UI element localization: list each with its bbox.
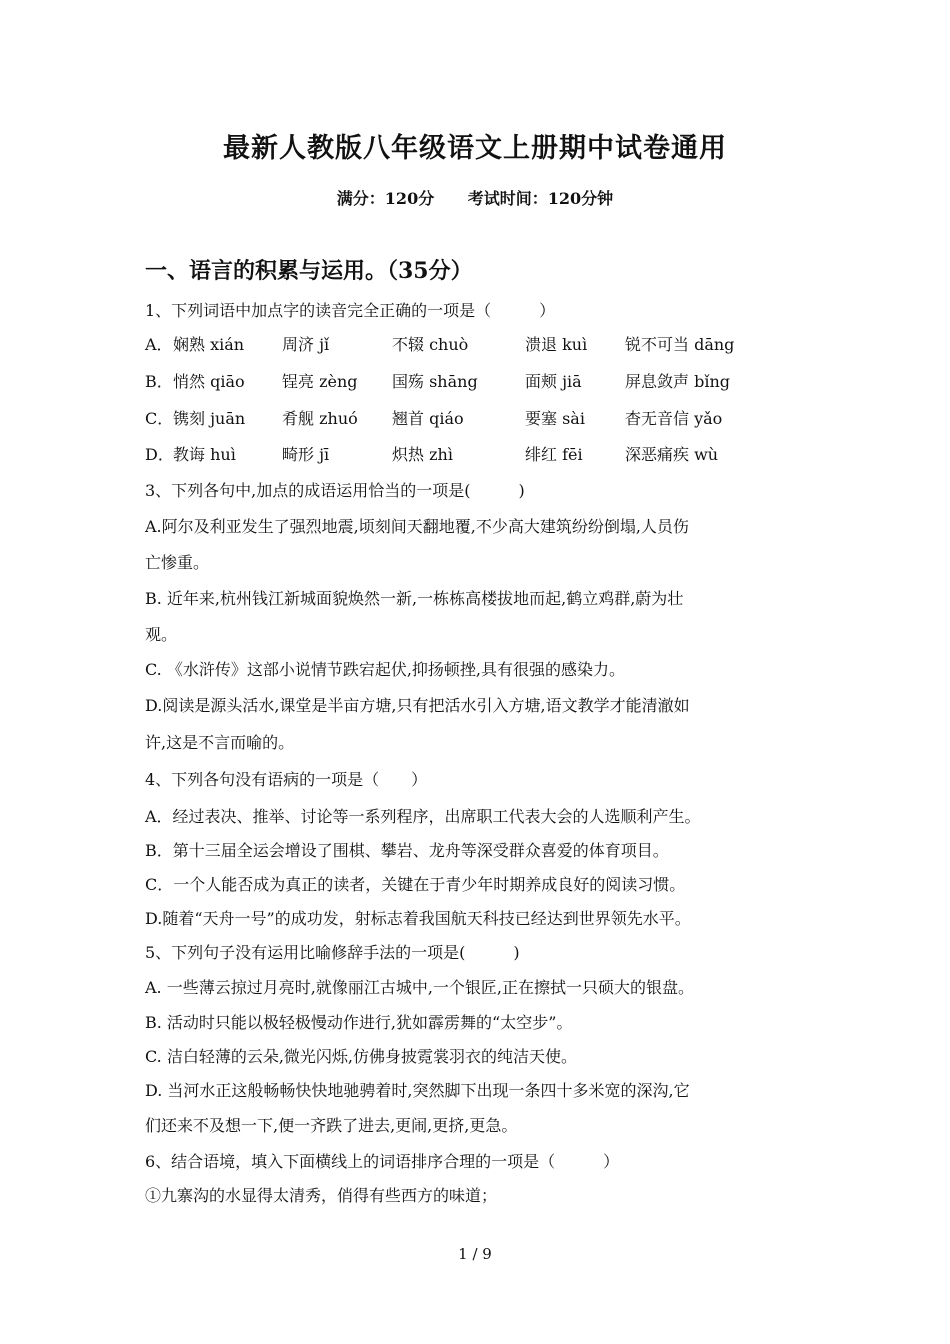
question-3-option-a-cont: 亡惨重。 <box>145 553 210 572</box>
question-1-stem: 1、下列词语中加点字的读音完全正确的一项是（ ） <box>145 301 556 320</box>
question-4-option-b: B．第十三届全运会增设了围棋、攀岩、龙舟等深受群众喜爱的体育项目。 <box>145 841 669 860</box>
question-1-option-word: 畸形 jī <box>282 445 330 464</box>
question-1-option-word: 锃亮 zèng <box>282 372 358 391</box>
question-1-option-word: 娴熟 xián <box>173 335 245 354</box>
question-3-option-b: B. 近年来,杭州钱江新城面貌焕然一新,一栋栋高楼拔地而起,鹤立鸡群,蔚为壮 <box>145 589 684 608</box>
question-3-option-c: C. 《水浒传》这部小说情节跌宕起伏,抑扬顿挫,具有很强的感染力。 <box>145 660 626 679</box>
question-1-option-word: 悄然 qiāo <box>173 372 245 391</box>
question-1-option-word: 屏息敛声 bǐng <box>625 372 730 391</box>
question-3-option-a: A.阿尔及利亚发生了强烈地震,顷刻间天翻地覆,不少高大建筑纷纷倒塌,人员伤 <box>145 517 689 536</box>
question-5-option-a: A. 一些薄云掠过月亮时,就像丽江古城中,一个银匠,正在擦拭一只硕大的银盘。 <box>145 978 694 997</box>
question-4-option-a: A．经过表决、推举、讨论等一系列程序，出席职工代表大会的人选顺利产生。 <box>145 807 701 826</box>
exam-info <box>0 186 950 209</box>
full-score: 满分：120分 <box>336 189 435 208</box>
question-1-option-word: 不辍 chuò <box>392 335 469 354</box>
question-3-stem: 3、下列各句中,加点的成语运用恰当的一项是( ) <box>145 481 525 500</box>
question-5-option-c: C. 洁白轻薄的云朵,微光闪烁,仿佛身披霓裳羽衣的纯洁天使。 <box>145 1047 578 1066</box>
question-1-option-word: 国殇 shāng <box>392 372 478 391</box>
section-heading: 一、语言的积累与运用。（35分） <box>145 258 473 284</box>
question-4-option-d: D.随着“天舟一号”的成功发，射标志着我国航天科技已经达到世界领先水平。 <box>145 909 691 928</box>
question-1-option-word: 要塞 sài <box>525 409 585 428</box>
question-5-option-d: D. 当河水正这般畅畅快快地驰骋着时,突然脚下出现一条四十多米宽的深沟,它 <box>145 1081 690 1100</box>
question-5-stem: 5、下列句子没有运用比喻修辞手法的一项是( ) <box>145 943 520 962</box>
question-1-option-word: 锐不可当 dāng <box>625 335 735 354</box>
page-number: 1 / 9 <box>458 1245 492 1263</box>
question-1-option-word: 溃退 kuì <box>525 335 588 354</box>
question-3-option-d-cont: 许,这是不言而喻的。 <box>145 733 295 752</box>
question-5-option-b: B. 活动时只能以极轻极慢动作进行,犹如霹雳舞的“太空步”。 <box>145 1013 573 1032</box>
question-6-stem: 6、结合语境，填入下面横线上的词语排序合理的一项是（ ） <box>145 1152 620 1171</box>
question-1-option-word: 面颊 jiā <box>525 372 582 391</box>
question-1-option-word: 肴舰 zhuó <box>282 409 358 428</box>
question-5-option-d-cont: 们还来不及想一下,便一齐跌了进去,更闹,更挤,更急。 <box>145 1116 518 1135</box>
question-1-option-word: 杳无音信 yǎo <box>625 409 723 428</box>
exam-time: 考试时间：120分钟 <box>467 189 614 208</box>
question-1-option-word: 绯红 fēi <box>525 445 583 464</box>
question-1-option-word: 翘首 qiáo <box>392 409 464 428</box>
page-title: 最新人教版八年级语文上册期中试卷通用 <box>223 133 727 164</box>
question-1-option-letter: C． <box>145 409 174 428</box>
question-1-option-word: 教诲 huì <box>173 445 236 464</box>
question-1-option-letter: A． <box>145 335 173 354</box>
question-1-option-letter: D． <box>145 445 174 464</box>
question-1-option-letter: B． <box>145 372 173 391</box>
question-4-option-c: C．一个人能否成为真正的读者，关键在于青少年时期养成良好的阅读习惯。 <box>145 875 686 894</box>
question-1-option-word: 周济 jǐ <box>282 335 330 354</box>
question-3-option-b-cont: 观。 <box>145 625 178 644</box>
question-1-option-word: 深恶痛疾 wù <box>625 445 719 464</box>
question-4-stem: 4、下列各句没有语病的一项是（ ） <box>145 770 428 789</box>
question-1-option-word: 炽热 zhì <box>392 445 453 464</box>
question-3-option-d: D.阅读是源头活水,课堂是半亩方塘,只有把活水引入方塘,语文教学才能清澈如 <box>145 696 690 715</box>
question-6-item-1: ①九寨沟的水显得太清秀，俏得有些西方的味道； <box>145 1186 498 1205</box>
question-1-option-word: 镌刻 juān <box>173 409 246 428</box>
